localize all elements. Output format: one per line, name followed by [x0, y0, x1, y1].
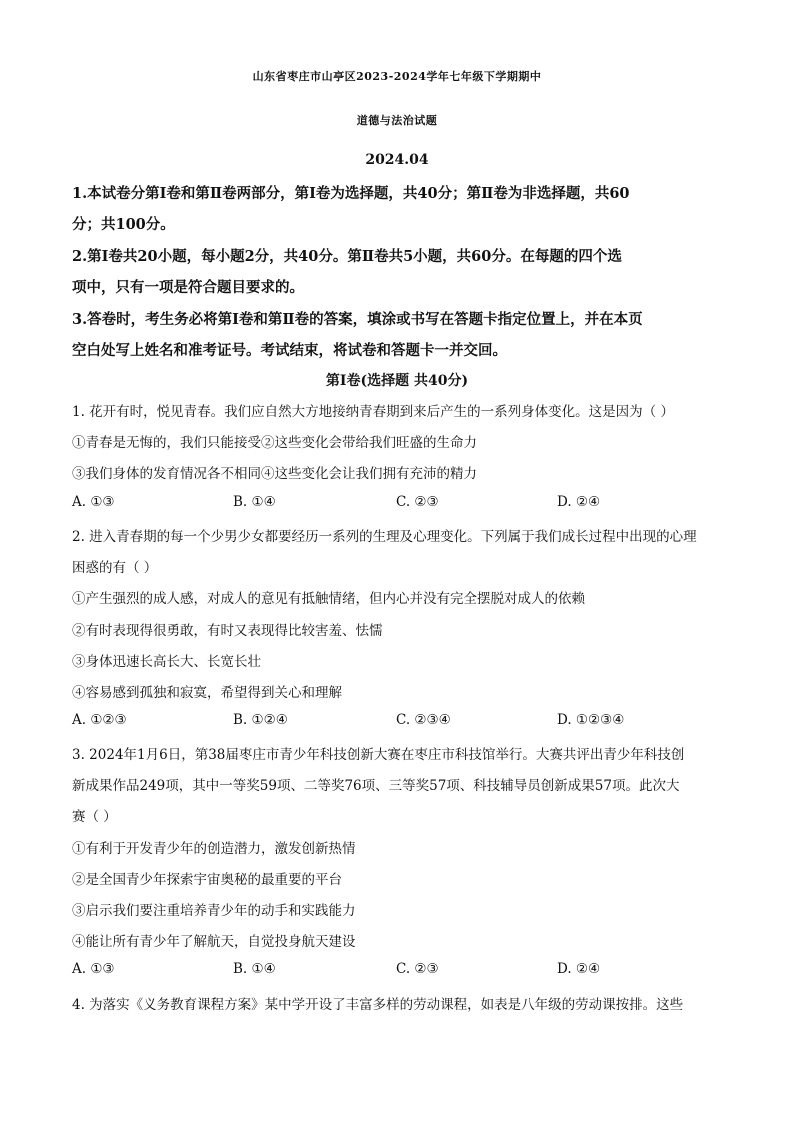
exam-title: 山东省枣庄市山亭区2023-2024学年七年级下学期期中 — [252, 70, 542, 83]
question-line: 困惑的有（ ） — [72, 560, 158, 576]
instruction-line: 1.本试卷分第Ⅰ卷和第Ⅱ卷两部分，第Ⅰ卷为选择题，共40分；第Ⅱ卷为非选择题，共60 — [72, 185, 630, 202]
option-d: D. ①②③④ — [557, 712, 625, 728]
question-line: ③我们身体的发育情况各不相同④这些变化会让我们拥有充沛的精力 — [72, 466, 477, 482]
question-line: ④容易感到孤独和寂寞，希望得到关心和理解 — [72, 685, 342, 701]
question-line: 赛（ ） — [72, 809, 117, 825]
instruction-line: 项中，只有一项是符合题目要求的。 — [72, 279, 304, 296]
exam-subtitle: 道德与法治试题 — [356, 114, 438, 127]
question-line: 3. 2024年1月6日，第38届枣庄市青少年科技创新大赛在枣庄市科技馆举行。大赛共评出青少年科技创 — [72, 747, 685, 763]
question-line: ②有时表现得很勇敢，有时又表现得比较害羞、怯懦 — [72, 623, 383, 639]
question-line: ①产生强烈的成人感，对成人的意见有抵触情绪，但内心并没有完全摆脱对成人的依赖 — [72, 591, 585, 607]
option-c: C. ②③ — [396, 961, 439, 977]
exam-date: 2024.04 — [365, 152, 429, 168]
option-a: A. ①②③ — [72, 712, 127, 728]
question-line: 4. 为落实《义务教育课程方案》某中学开设了丰富多样的劳动课程，如表是八年级的劳动课按排。这些 — [72, 997, 684, 1013]
question-line: 1. 花开有时，悦见青春。我们应自然大方地接纳青春期到来后产生的一系列身体变化。这是因为（ ） — [72, 404, 674, 420]
question-line: ②是全国青少年探索宇宙奥秘的最重要的平台 — [72, 872, 342, 888]
option-c: C. ②③④ — [396, 712, 451, 728]
question-line: ①有利于开发青少年的创造潜力，激发创新热情 — [72, 841, 356, 857]
question-line: ①青春是无悔的，我们只能接受②这些变化会带给我们旺盛的生命力 — [72, 435, 477, 451]
option-b: B. ①④ — [233, 494, 276, 510]
instruction-line: 分；共100分。 — [72, 216, 175, 233]
option-d: D. ②④ — [557, 961, 601, 977]
question-line: ④能让所有青少年了解航天，自觉投身航天建设 — [72, 934, 356, 950]
option-b: B. ①④ — [233, 961, 276, 977]
option-a: A. ①③ — [72, 494, 115, 510]
option-d: D. ②④ — [557, 494, 601, 510]
question-line: ③身体迅速长高长大、长宽长壮 — [72, 654, 261, 670]
option-a: A. ①③ — [72, 961, 115, 977]
question-line: 2. 进入青春期的每一个少男少女都要经历一系列的生理及心理变化。下列属于我们成长过程中出现的心理 — [72, 529, 697, 545]
question-line: 新成果作品249项，其中一等奖59项、二等奖76项、三等奖57项、科技辅导员创新成果57项。此次大 — [72, 778, 680, 794]
option-b: B. ①②④ — [233, 712, 288, 728]
instruction-line: 2.第Ⅰ卷共20小题，每小题2分，共40分。第Ⅱ卷共5小题，共60分。在每题的四个选 — [72, 248, 622, 265]
option-c: C. ②③ — [396, 494, 439, 510]
instruction-line: 空白处写上姓名和准考证号。考试结束，将试卷和答题卡一并交回。 — [72, 342, 507, 359]
section-title: 第Ⅰ卷(选择题 共40分) — [325, 373, 469, 389]
question-line: ③启示我们要注重培养青少年的动手和实践能力 — [72, 903, 356, 919]
instruction-line: 3.答卷时，考生务必将第Ⅰ卷和第Ⅱ卷的答案，填涂或书写在答题卡指定位置上，并在本页 — [72, 311, 643, 328]
